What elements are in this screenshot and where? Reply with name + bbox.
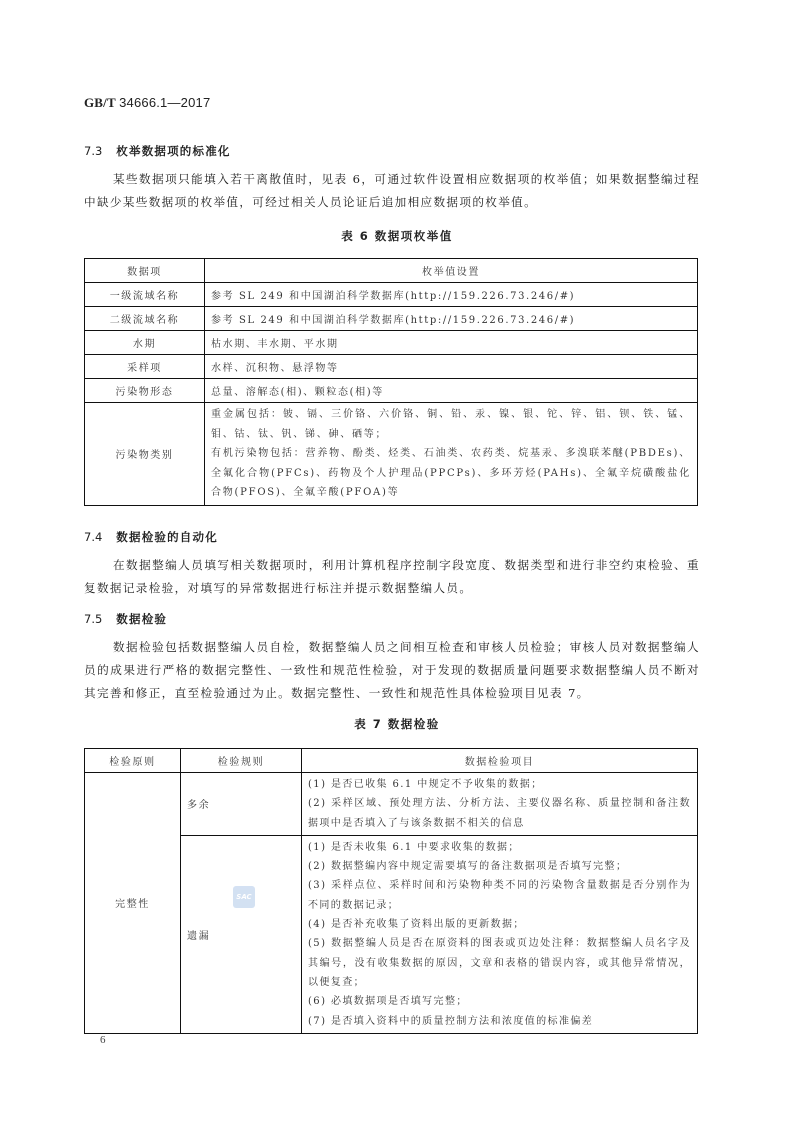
section-7-4-paragraph: 在数据整编人员填写相关数据项时，利用计算机程序控制字段宽度、数据类型和进行非空约束检验、重复数据记录检验，对填写的异常数据进行标注并提示数据整编人员。 — [84, 558, 700, 595]
heavy-metals-text: 重金属包括：铍、镉、三价铬、六价铬、铜、铅、汞、镍、银、铊、锌、铝、钡、铁、锰、钼、钴、钛、钒、锑、砷、硒等； — [211, 409, 691, 440]
section-title: 数据检验的自动化 — [116, 530, 218, 544]
check-item: (3) 采样点位、采样时间和污染物种类不同的污染物含量数据是否分别作为不同的数据记录； — [308, 880, 691, 911]
section-7-3-heading — [84, 143, 231, 159]
check-item: (7) 是否填入资料中的质量控制方法和浓度值的标准偏差 — [308, 1015, 594, 1027]
header-cell: 检验原则 — [85, 749, 181, 773]
check-item: (1) 是否未收集 6.1 中要求收集的数据； — [308, 841, 520, 853]
section-number: 7.5 — [84, 612, 103, 626]
table-header-row — [85, 259, 698, 283]
section-number: 7.3 — [84, 144, 103, 158]
item-cell: 采样项 — [85, 355, 205, 379]
table-row — [85, 307, 698, 331]
section-7-5-heading — [84, 611, 167, 627]
header-cell: 数据项 — [85, 259, 205, 283]
check-item: (6) 必填数据项是否填写完整； — [308, 996, 468, 1008]
header-cell: 枚举值设置 — [205, 259, 698, 283]
item-cell: 污染物形态 — [85, 379, 205, 403]
value-cell: 参考 SL 249 和中国湖泊科学数据库(http://159.226.73.246/#) — [205, 283, 698, 307]
table-row — [85, 773, 698, 836]
rule-cell: 多余 — [181, 773, 302, 836]
header-cell: 数据检验项目 — [302, 749, 698, 773]
table-header-row — [85, 749, 698, 773]
standard-code: 34666.1—2017 — [119, 95, 211, 110]
principle-cell: 完整性 — [85, 773, 181, 1034]
value-cell: 水样、沉积物、悬浮物等 — [205, 355, 698, 379]
check-item: (2) 采样区域、预处理方法、分析方法、主要仪器名称、质量控制和备注数据项中是否填入了与该条数据不相关的信息 — [308, 798, 691, 829]
section-7-4-heading — [84, 529, 218, 545]
sac-watermark-logo: SAC — [233, 886, 255, 908]
rule-cell: 遗漏 — [181, 835, 302, 1033]
section-title: 数据检验 — [116, 612, 168, 626]
table-row — [85, 403, 698, 506]
value-cell: 枯水期、丰水期、平水期 — [205, 331, 698, 355]
table-row — [85, 331, 698, 355]
item-cell: 污染物类别 — [85, 403, 205, 506]
table-row — [85, 379, 698, 403]
organic-pollutants-text: 有机污染物包括：营养物、酚类、烃类、石油类、农药类、烷基汞、多溴联苯醚(PBDEs)、全氟化合物(PFCs)、药物及个人护理品(PPCPs)、多环芳烃(PAHs)、全氟辛烷磺酸盐化合物(PFOS)、全氟辛酸(PFOA)等 — [211, 448, 691, 498]
check-item: (4) 是否补充收集了资料出版的更新数据； — [308, 919, 525, 931]
table-6 — [84, 258, 698, 506]
table-7-caption: 表 7 数据检验 — [354, 717, 440, 731]
item-cell: 一级流域名称 — [85, 283, 205, 307]
check-items-cell — [302, 773, 698, 836]
table-row — [85, 283, 698, 307]
section-7-3-paragraph: 某些数据项只能填入若干离散值时，见表 6，可通过软件设置相应数据项的枚举值；如果数据整编过程中缺少某些数据项的枚举值，可经过相关人员论证后追加相应数据项的枚举值。 — [84, 172, 700, 209]
header-cell: 检验规则 — [181, 749, 302, 773]
page-number: 6 — [100, 1034, 106, 1046]
section-title: 枚举数据项的标准化 — [116, 144, 231, 158]
table-6-caption: 表 6 数据项枚举值 — [341, 229, 453, 243]
check-items-cell — [302, 835, 698, 1033]
value-cell — [205, 403, 698, 506]
standard-prefix: GB/T — [84, 95, 116, 110]
table-7 — [84, 748, 698, 1034]
value-cell: 总量、溶解态(相)、颗粒态(相)等 — [205, 379, 698, 403]
check-item: (5) 数据整编人员是否在原资料的图表或页边处注释：数据整编人员名字及其编号，没有收集数据的原因，文章和表格的错误内容，或其他异常情况，以便复查； — [308, 938, 691, 988]
section-number: 7.4 — [84, 530, 103, 544]
item-cell: 水期 — [85, 331, 205, 355]
check-item: (1) 是否已收集 6.1 中规定不予收集的数据； — [308, 779, 543, 790]
value-cell: 参考 SL 249 和中国湖泊科学数据库(http://159.226.73.246/#) — [205, 307, 698, 331]
table-row — [85, 355, 698, 379]
section-7-5-paragraph: 数据检验包括数据整编人员自检，数据整编人员之间相互检查和审核人员检验；审核人员对数据整编人员的成果进行严格的数据完整性、一致性和规范性检验，对于发现的数据质量问题要求数据整编人员不断对其完善和修正，直至检验通过为止。数据完整性、一致性和规范性具体检验项目见表 7。 — [84, 640, 700, 700]
check-item: (2) 数据整编内容中规定需要填写的备注数据项是否填写完整； — [308, 861, 628, 873]
item-cell: 二级流域名称 — [85, 307, 205, 331]
standard-number — [84, 95, 210, 111]
